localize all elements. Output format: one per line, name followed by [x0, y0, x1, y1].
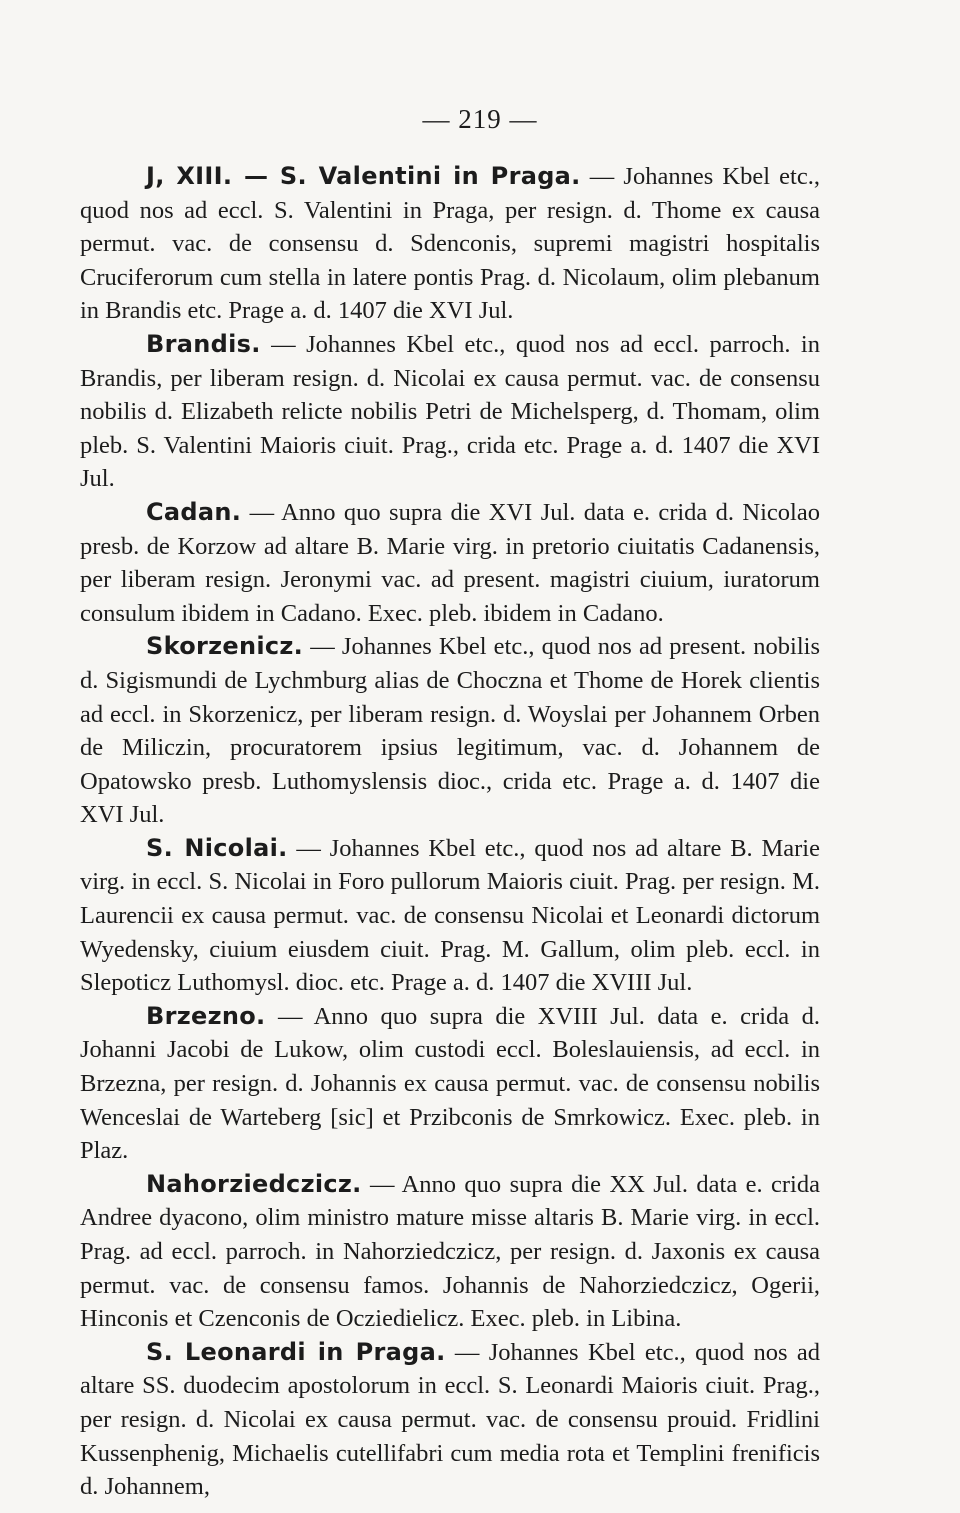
entry-brandis — [80, 328, 820, 496]
entry-heading: Skorzenicz. — [146, 632, 304, 661]
entry-text: — Anno quo supra die XX Jul. data e. crida Andree dyacono, olim ministro mature misse altaris B. Marie virg. in eccl. Prag. ad eccl. parroch. in Nahorziedczicz, per resign. d. Jaxonis ex causa permut. vac. de consensu famos. Johannis de Nahorziedczicz, Ogerii, Hinconis et Czenconis de Ocziedielicz. Exec. pleb. in Libina. — [80, 1170, 820, 1333]
entry-text: — Johannes Kbel etc., quod nos ad eccl. parroch. in Brandis, per liberam resign. d. Nicolai ex causa permut. vac. de consensu nobilis d. Elizabeth relicte nobilis Petri de Michelsperg, d. Thomam, olim pleb. S. Valentini Maioris ciuit. Prag., crida etc. Prage a. d. 1407 die XVI Jul. — [80, 330, 820, 493]
entry-text: — Johannes Kbel etc., quod nos ad altare SS. duodecim apostolorum in eccl. S. Leonardi Maioris ciuit. Prag., per resign. d. Nicolai ex causa permut. vac. de consensu prouid. Fridlini Kussenphenig, Michaelis cutellifabri cum media rota et Templini frenificis d. Johannem, — [80, 1338, 821, 1501]
entry-heading: Brzezno. — [146, 1001, 266, 1030]
entry-text: — Johannes Kbel etc., quod nos ad present. nobilis d. Sigismundi de Lychmburg alias de Choczna et Thome de Horek clientis ad eccl. in Skorzenicz, per liberam resign. d. Woyslai per Johannem Orben de Miliczin, procuratorem ipsius legitimum, vac. d. Johannem de Opatowsko presb. Luthomyslensis dioc., crida etc. Prage a. d. 1407 die XVI Jul. — [80, 633, 820, 829]
entry-text: — Anno quo supra die XVI Jul. data e. crida d. Nicolao presb. de Korzow ad altare B. Marie virg. in pretorio ciuitatis Cadanensis, per liberam resign. Jeronymi vac. ad present. magistri ciuium, iuratorum consulum ibidem in Cadano. Exec. pleb. ibidem in Cadano. — [80, 498, 820, 627]
entry-nahorziedczicz — [80, 1168, 820, 1336]
entry-heading: Nahorziedczicz. — [146, 1169, 362, 1198]
entry-leonardi — [80, 1336, 820, 1504]
entry-text: — Johannes Kbel etc., quod nos ad eccl. S. Valentini in Praga, per resign. d. Thome ex causa permut. vac. de consensu d. Sdenconis, supremi magistri hospitalis Cruciferorum cum stella in latere pontis Prag. d. Nicolaum, olim plebanum in Brandis etc. Prage a. d. 1407 die XVI Jul. — [80, 163, 820, 325]
entry-cadan — [80, 496, 820, 630]
entry-heading: S. Nicolai. — [146, 833, 288, 862]
entry-heading: S. Leonardi in Praga. — [146, 1337, 446, 1366]
document-body — [80, 160, 820, 1504]
entry-skorzenicz — [80, 630, 820, 832]
entry-valentini — [80, 160, 820, 328]
entry-heading: Cadan. — [146, 497, 242, 526]
entry-heading: Brandis. — [146, 329, 261, 358]
entry-heading: J, XIII. — S. Valentini in Praga. — [146, 162, 581, 190]
page-number: — 219 — — [422, 104, 538, 134]
entry-text: — Johannes Kbel etc., quod nos ad altare B. Marie virg. in eccl. S. Nicolai in Foro pullorum Maioris ciuit. Prag. per resign. M. Laurencii ex causa permut. vac. de consensu Nicolai et Leonardi dictorum Wyedensky, ciuium eiusdem ciuit. Prag. M. Gallum, olim pleb. eccl. in Slepoticz Luthomysl. dioc. etc. Prage a. d. 1407 die XVIII Jul. — [80, 834, 820, 997]
entry-nicolai — [80, 832, 820, 1000]
entry-brzezno — [80, 1000, 820, 1168]
entry-text: — Anno quo supra die XVIII Jul. data e. crida d. Johanni Jacobi de Lukow, olim custodi eccl. Boleslauiensis, ad eccl. in Brzezna, per resign. d. Johannis ex causa permut. vac. de consensu nobilis Wenceslai de Warteberg [sic] et Przibconis de Smrkowicz. Exec. pleb. in Plaz. — [80, 1002, 820, 1165]
